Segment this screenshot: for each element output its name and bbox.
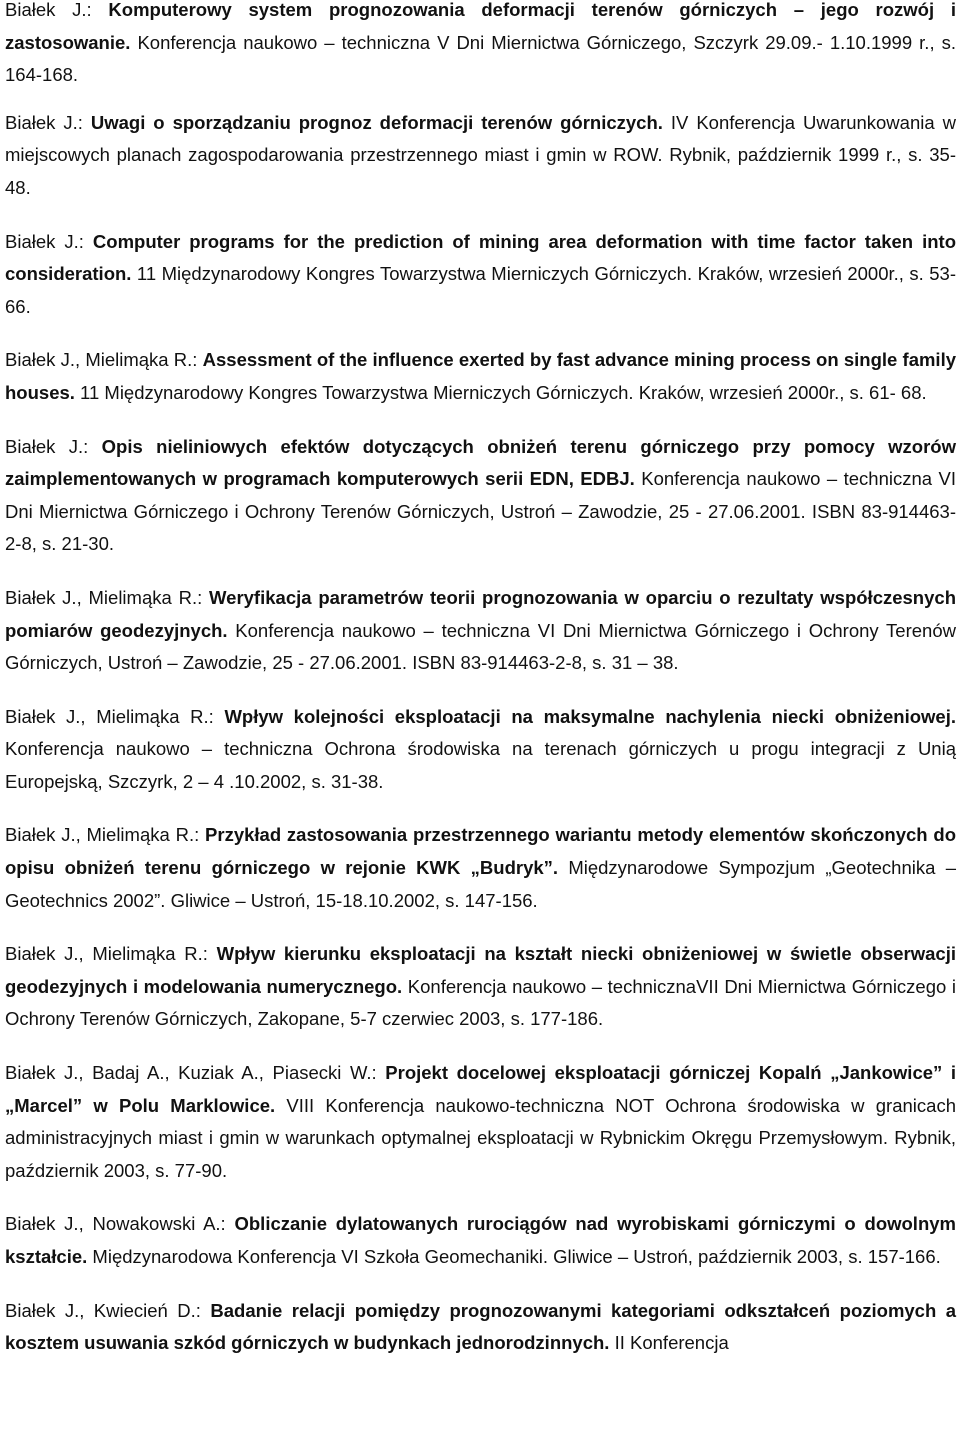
reference-authors: Białek J., Mielimąka R.: xyxy=(5,349,203,371)
reference-entry xyxy=(5,1295,956,1360)
reference-authors: Białek J., Nowakowski A.: xyxy=(5,1213,235,1235)
reference-entry xyxy=(5,582,956,680)
reference-details: Konferencja naukowo – techniczna V Dni Miernictwa Górniczego, Szczyrk 29.09.- 1.10.1999 r., s. 164-168. xyxy=(5,31,956,86)
reference-details: Międzynarodowa Konferencja VI Szkoła Geomechaniki. Gliwice – Ustroń, październik 2003, s. 157-166. xyxy=(87,1246,941,1267)
reference-title: Assessment of the influence exerted by fast advance mining process on single family houses. xyxy=(5,349,956,403)
reference-details: Konferencja naukowo – techniczna VI Dni Miernictwa Górniczego i Ochrony Terenów Górniczych, Ustroń – Zawodzie, 25 - 27.06.2001. ISBN 83-914463-2-8, s. 31 – 38. xyxy=(5,619,956,674)
reference-entry xyxy=(5,344,956,409)
reference-list xyxy=(5,0,956,1381)
reference-title: Projekt docelowej eksploatacji górniczej Kopalń „Jankowice” i „Marcel” w Polu Marklowice. xyxy=(5,1062,956,1116)
reference-details: IV Konferencja Uwarunkowania w miejscowych planach zagospodarowania przestrzennego miast i gmin w ROW. Rybnik, październik 1999 r., s. 35-48. xyxy=(5,111,956,198)
reference-entry xyxy=(5,819,956,917)
reference-title: Weryfikacja parametrów teorii prognozowania w oparciu o rezultaty współczesnych pomiarów geodezyjnych. xyxy=(5,586,956,641)
reference-title: Przykład zastosowania przestrzennego wariantu metody elementów skończonych do opisu obniżeń terenu górniczego w rejonie KWK „Budryk”. xyxy=(5,824,956,879)
reference-title: Computer programs for the prediction of mining area deformation with time factor taken into consideration. xyxy=(5,230,956,285)
reference-authors: Białek J.: xyxy=(5,111,91,133)
reference-details: VIII Konferencja naukowo-techniczna NOT Ochrona środowiska w granicach administracyjnych miast i gmin w warunkach optymalnej eksploatacji w Rybnickim Okręgu Przemysłowym. Rybnik, październik 2003, s. 77-90. xyxy=(5,1094,956,1181)
reference-entry xyxy=(5,701,956,799)
reference-entry xyxy=(5,0,956,92)
reference-details: 11 Międzynarodowy Kongres Towarzystwa Mierniczych Górniczych. Kraków, wrzesień 2000r., s. 53- 66. xyxy=(5,263,956,317)
reference-details: Konferencja naukowo – techniczna VI Dni Miernictwa Górniczego i Ochrony Terenów Górniczych, Ustroń – Zawodzie, 25 - 27.06.2001. ISBN 83-914463-2-8, s. 21-30. xyxy=(5,468,956,555)
reference-authors: Białek J., Mielimąka R.: xyxy=(5,705,225,727)
reference-entry xyxy=(5,431,956,561)
reference-authors: Białek J., Badaj A., Kuziak A., Piasecki W.: xyxy=(5,1062,386,1084)
reference-title: Wpływ kierunku eksploatacji na kształt niecki obniżeniowej w świetle obserwacji geodezyjnych i modelowania numerycznego. xyxy=(5,943,956,997)
reference-entry xyxy=(5,938,956,1036)
reference-entry xyxy=(5,1057,956,1187)
reference-details: 11 Międzynarodowy Kongres Towarzystwa Mierniczych Górniczych. Kraków, wrzesień 2000r., s. 61- 68. xyxy=(74,381,927,403)
reference-authors: Białek J., Mielimąka R.: xyxy=(5,943,217,965)
reference-authors: Białek J., Mielimąka R.: xyxy=(5,586,210,608)
reference-entry xyxy=(5,1208,956,1273)
reference-title: Uwagi o sporządzaniu prognoz deformacji terenów górniczych. xyxy=(90,111,663,133)
reference-details: Międzynarodowe Sympozjum „Geotechnika – Geotechnics 2002”. Gliwice – Ustroń, 15-18.10.2002, s. 147-156. xyxy=(5,857,956,911)
reference-details: Konferencja naukowo – technicznaVII Dni Miernictwa Górniczego i Ochrony Terenów Górniczych, Zakopane, 5-7 czerwiec 2003, s. 177-186. xyxy=(5,975,957,1030)
reference-title: Wpływ kolejności eksploatacji na maksymalne nachylenia niecki obniżeniowej. xyxy=(224,705,956,727)
reference-entry xyxy=(5,107,956,205)
reference-authors: Białek J.: xyxy=(5,435,102,457)
reference-title: Opis nieliniowych efektów dotyczących obniżeń terenu górniczego przy pomocy wzorów zaimplementowanych w programach komputerowych serii EDN, EDBJ. xyxy=(5,435,956,490)
reference-authors: Białek J., Kwiecień D.: xyxy=(5,1299,211,1321)
reference-details: II Konferencja xyxy=(609,1332,729,1354)
reference-title: Komputerowy system prognozowania deformacji terenów górniczych – jego rozwój i zastosowanie. xyxy=(5,0,956,53)
reference-authors: Białek J.: xyxy=(5,230,93,252)
reference-authors: Białek J., Mielimąka R.: xyxy=(5,824,206,846)
reference-authors: Białek J.: xyxy=(5,0,109,20)
reference-details: Konferencja naukowo – techniczna Ochrona środowiska na terenach górniczych u progu integracji z Unią Europejską, Szczyrk, 2 – 4 .10.2002, s. 31-38. xyxy=(5,738,956,792)
reference-title: Badanie relacji pomiędzy prognozowanymi kategoriami odkształceń poziomych a kosztem usuwania szkód górniczych w budynkach jednorodzinnych. xyxy=(5,1299,957,1354)
reference-title: Obliczanie dylatowanych rurociągów nad wyrobiskami górniczymi o dowolnym kształcie. xyxy=(5,1213,956,1267)
reference-entry xyxy=(5,226,956,324)
